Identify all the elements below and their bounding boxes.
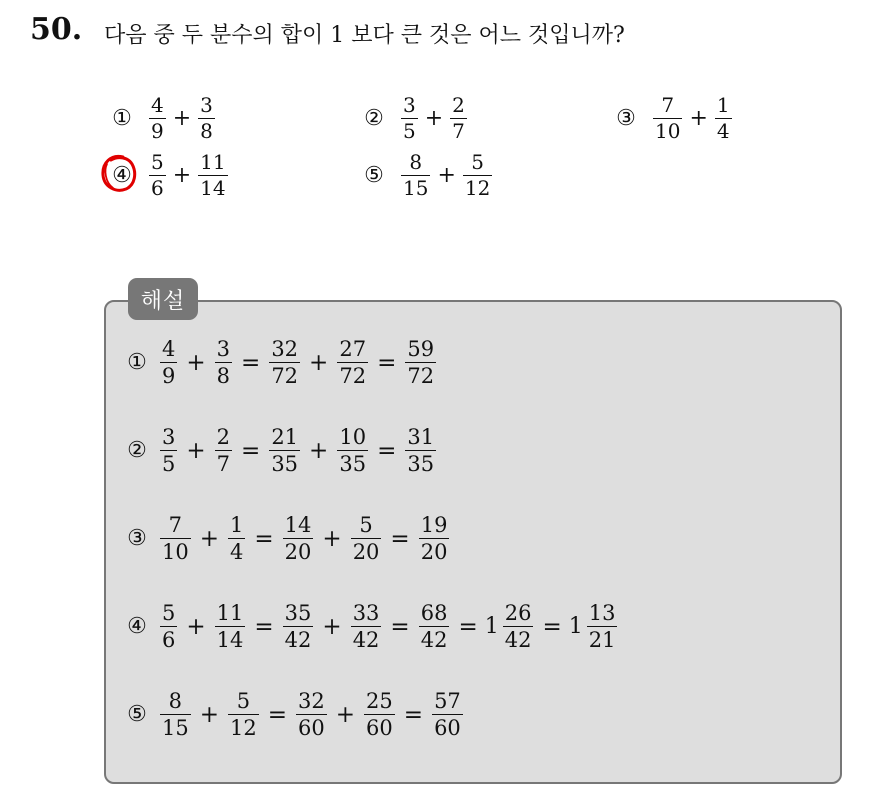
choice-marker: ⑤ [127,702,147,728]
plus-sign: + [199,525,220,552]
choice-marker: ⑤ [364,163,384,188]
equals-sign: = [254,525,274,552]
fraction: $\frac{4}{9}$ [151,93,164,143]
plus-sign: + [309,437,329,464]
plus-sign: + [689,106,708,131]
choice-marker: ② [364,106,384,131]
solution-line-3 [122,513,453,564]
fraction: $\frac{11}{14}$ [200,150,226,200]
equals-sign: = [377,349,397,376]
fraction: $\frac{32}{60}$ [298,689,325,741]
equals-sign: = [241,349,261,376]
fraction: $\frac{8}{15}$ [162,689,189,741]
equals-sign: = [458,613,478,640]
equals-sign: = [542,613,562,640]
fraction: $\frac{59}{72}$ [407,337,435,389]
plus-sign: + [437,163,456,188]
plus-sign: + [424,106,444,131]
equals-sign: = [403,701,424,728]
fraction: $\frac{3}{5}$ [162,425,176,477]
equals-sign: = [241,437,261,464]
choice-marker: ① [112,106,132,131]
fraction: $\frac{8}{15}$ [403,150,429,200]
fraction: $\frac{1}{4}$ [230,513,244,565]
solution-line-2 [122,425,440,476]
equals-sign: = [390,525,410,552]
plus-sign: + [186,437,206,464]
plus-sign: + [186,613,206,640]
solution-line-4 [122,601,621,652]
fraction: $\frac{68}{42}$ [420,601,448,653]
fraction: $\frac{1}{4}$ [716,93,730,143]
fraction: $\frac{32}{72}$ [271,337,299,389]
fraction: $\frac{21}{35}$ [271,425,299,477]
choice-2[interactable] [360,94,470,143]
fraction: $\frac{10}{35}$ [339,425,367,477]
choice-marker: ④ [127,614,147,640]
equals-sign: = [390,613,410,640]
mixed-whole: 1 [568,614,583,640]
fraction: $\frac{2}{7}$ [216,425,231,477]
fraction: $\frac{31}{35}$ [407,425,435,477]
fraction: $\frac{19}{20}$ [420,513,448,565]
choice-marker: ① [127,350,147,376]
choice-marker: ③ [127,526,147,552]
solution-line-5 [122,689,467,740]
fraction: $\frac{33}{42}$ [352,601,380,653]
plus-sign: + [322,613,342,640]
fraction: $\frac{2}{7}$ [452,93,465,143]
plus-sign: + [322,525,342,552]
equals-sign: = [254,613,274,640]
choice-1[interactable] [108,94,218,143]
question-text: 다음 중 두 분수의 합이 1 보다 큰 것은 어느 것입니까? [104,23,625,48]
mixed-whole: 1 [484,614,499,640]
fraction: $\frac{5}{6}$ [162,601,176,653]
equals-sign: = [377,437,397,464]
equals-sign: = [267,701,288,728]
fraction: $\frac{7}{10}$ [162,513,189,565]
solution-line-1 [122,337,440,388]
fraction: $\frac{27}{72}$ [339,337,367,389]
plus-sign: + [172,163,192,188]
fraction: $\frac{4}{9}$ [162,337,176,389]
plus-sign: + [172,106,192,131]
fraction: $\frac{11}{14}$ [216,601,244,653]
choice-marker: ④ [112,163,132,188]
fraction: $\frac{35}{42}$ [284,601,312,653]
fraction: $\frac{25}{60}$ [366,689,393,741]
choice-3[interactable] [612,94,735,143]
fraction: $\frac{13}{21}$ [588,601,616,653]
plus-sign: + [186,349,206,376]
fraction: $\frac{5}{20}$ [352,513,380,565]
plus-sign: + [199,701,220,728]
fraction: $\frac{3}{5}$ [403,93,416,143]
choice-5[interactable] [360,151,495,200]
fraction: $\frac{3}{8}$ [200,93,213,143]
explanation-label: 해설 [128,278,198,320]
choice-marker: ② [127,438,147,464]
plus-sign: + [309,349,329,376]
fraction: $\frac{5}{6}$ [151,150,164,200]
fraction: $\frac{5}{12}$ [464,150,491,200]
fraction: $\frac{26}{42}$ [504,601,532,653]
fraction: $\frac{14}{20}$ [284,513,312,565]
choice-marker: ③ [616,106,636,131]
question-number: 50. [30,12,83,47]
fraction: $\frac{57}{60}$ [434,689,461,741]
plus-sign: + [335,701,356,728]
fraction: $\frac{5}{12}$ [230,689,257,741]
answer-circle-mark [99,152,139,196]
fraction: $\frac{3}{8}$ [216,337,231,389]
fraction: $\frac{7}{10}$ [655,93,681,143]
